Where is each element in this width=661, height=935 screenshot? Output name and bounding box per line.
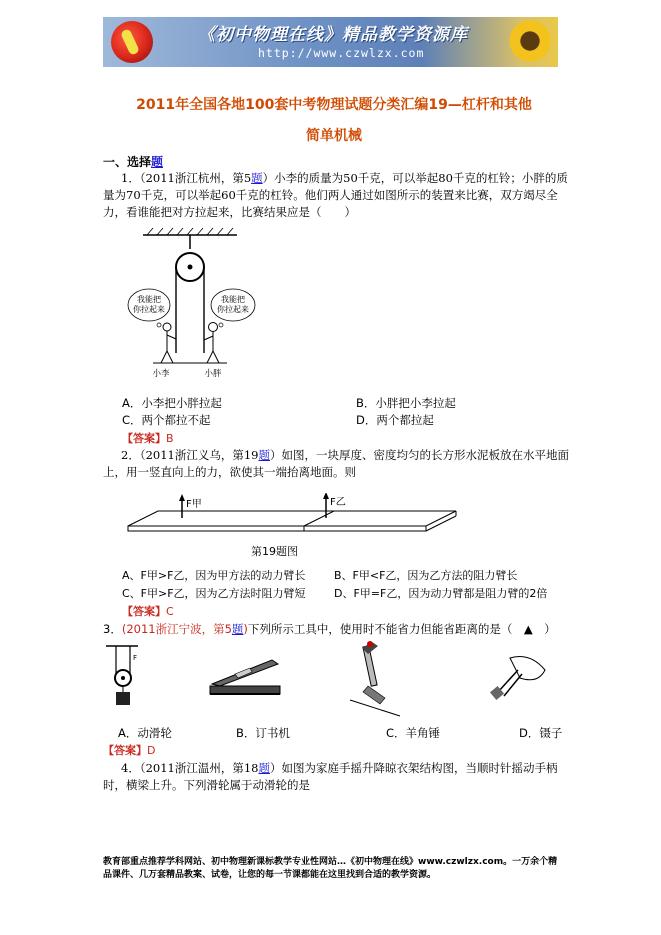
q1-number: 1．（2011浙江杭州，第5 — [121, 171, 252, 185]
doc-title-line2: 简单机械 — [306, 128, 362, 144]
q1-pulley-figure — [125, 225, 275, 383]
banner-title: 《初中物理在线》精品教学资源库 — [198, 25, 468, 45]
q3-source: (2011浙江宁波，第5 — [121, 622, 232, 636]
q1-answer — [122, 430, 174, 446]
section-link[interactable]: 题 — [151, 155, 164, 169]
q1-answer-label: 【答案】 — [122, 432, 166, 445]
q3-source-end: ) — [243, 622, 248, 636]
question-1 — [103, 170, 573, 221]
q2-force-left: F甲 — [186, 499, 202, 510]
q1-person-left — [161, 323, 176, 363]
q2-choice-a[interactable]: A、F甲>F乙，因为甲方法的动力臂长 — [122, 569, 306, 582]
q1-answer-value: B — [166, 432, 174, 445]
q2-answer-value: C — [166, 605, 174, 618]
q1-name-left: 小李 — [152, 369, 170, 379]
q1-choice-b[interactable]: B．小胖把小李拉起 — [356, 396, 456, 410]
q2-choice-c[interactable]: C、F甲>F乙，因为乙方法时阻力臂短 — [122, 587, 306, 600]
site-banner — [103, 17, 558, 67]
q1-bubble-right-1: 我能把 — [221, 295, 245, 304]
banner-url: http://www.czwlzx.com — [258, 46, 425, 60]
tweezers-icon — [490, 657, 545, 701]
q3-label-b[interactable]: B．订书机 — [236, 726, 290, 740]
q4-link[interactable]: 题 — [258, 761, 270, 775]
q2-answer-label: 【答案】 — [122, 605, 166, 618]
claw-hammer-icon — [350, 641, 400, 716]
q1-choice-a[interactable]: A．小李把小胖拉起 — [122, 396, 222, 410]
q4-text: ）如图为家庭手摇升降晾衣架结构图，当顺时针摇动手柄时，横梁上升。下列滑轮属于动滑轮的是 — [103, 761, 558, 792]
q2-choice-b[interactable]: B、F甲<F乙，因为乙方法的阻力臂长 — [334, 569, 518, 582]
q2-number: 2．（2011浙江义乌，第19 — [121, 448, 259, 462]
section-heading — [103, 153, 163, 170]
q1-bubble-left-2: 你拉起来 — [133, 305, 165, 314]
q1-link[interactable]: 题 — [251, 171, 263, 185]
q2-answer — [122, 603, 174, 619]
question-4 — [103, 760, 573, 794]
q2-text: ）如图，一块厚度、密度均匀的长方形水泥板放在水平地面上，用一竖直向上的力，欲使其一端抬离地面。则 — [103, 448, 569, 479]
question-3 — [103, 621, 556, 637]
q3-number: 3． — [103, 622, 122, 636]
q3-text: 下列所示工具中，使用时不能省力但能省距离的是（ ▲ ） — [247, 622, 556, 636]
q3-tool-figures — [100, 640, 570, 720]
q2-caption: 第19题图 — [251, 545, 298, 558]
q2-force-right: F乙 — [330, 497, 346, 508]
q2-choice-d[interactable]: D、F甲=F乙，因为动力臂都是阻力臂的2倍 — [334, 587, 548, 600]
q3-force-mark: F — [133, 654, 138, 662]
q1-choice-d[interactable]: D．两个都拉起 — [356, 413, 434, 427]
q1-text: ）小李的质量为50千克，可以举起80千克的杠铃；小胖的质量为70千克，可以举起60千克的杠铃。他们两人通过如图所示的装置来比赛，双方竭尽全力，看谁能把对方拉起来，比赛结果应是（ ） — [103, 171, 568, 219]
q3-label-c[interactable]: C．羊角锤 — [386, 726, 441, 740]
question-2 — [103, 447, 573, 481]
site-logo — [111, 21, 153, 63]
sunflower-icon — [508, 19, 552, 63]
q2-slab-figure — [120, 493, 460, 538]
section-prefix: 一、选择 — [103, 155, 152, 169]
stapler-icon — [210, 660, 280, 694]
page-footer: 教育部重点推荐学科网站、初中物理新课标教学专业性网站…《初中物理在线》www.czwlzx.com。一万余个精品课件、几万套精品教案、试卷，让您的每一节课都能在这里找到合适的教学资源。 — [103, 857, 558, 880]
q1-choice-c[interactable]: C．两个都拉不起 — [122, 413, 211, 427]
movable-pulley-icon — [106, 646, 138, 705]
q3-answer-value: D — [147, 744, 156, 757]
q1-bubble-right-2: 你拉起来 — [217, 305, 249, 314]
q1-name-right: 小胖 — [204, 369, 222, 379]
q3-label-a[interactable]: A．动滑轮 — [118, 726, 172, 740]
q3-link[interactable]: 题 — [231, 622, 244, 636]
doc-title-line1: 2011年全国各地100套中考物理试题分类汇编19—杠杆和其他 — [136, 97, 532, 113]
q2-link[interactable]: 题 — [258, 448, 270, 462]
q1-bubble-left-1: 我能把 — [137, 295, 161, 304]
q3-answer — [103, 742, 155, 758]
q3-answer-label: 【答案】 — [103, 744, 147, 757]
q1-person-right — [204, 323, 219, 364]
q3-label-d[interactable]: D．镊子 — [519, 726, 563, 740]
q4-number: 4．（2011浙江温州，第18 — [121, 761, 259, 775]
